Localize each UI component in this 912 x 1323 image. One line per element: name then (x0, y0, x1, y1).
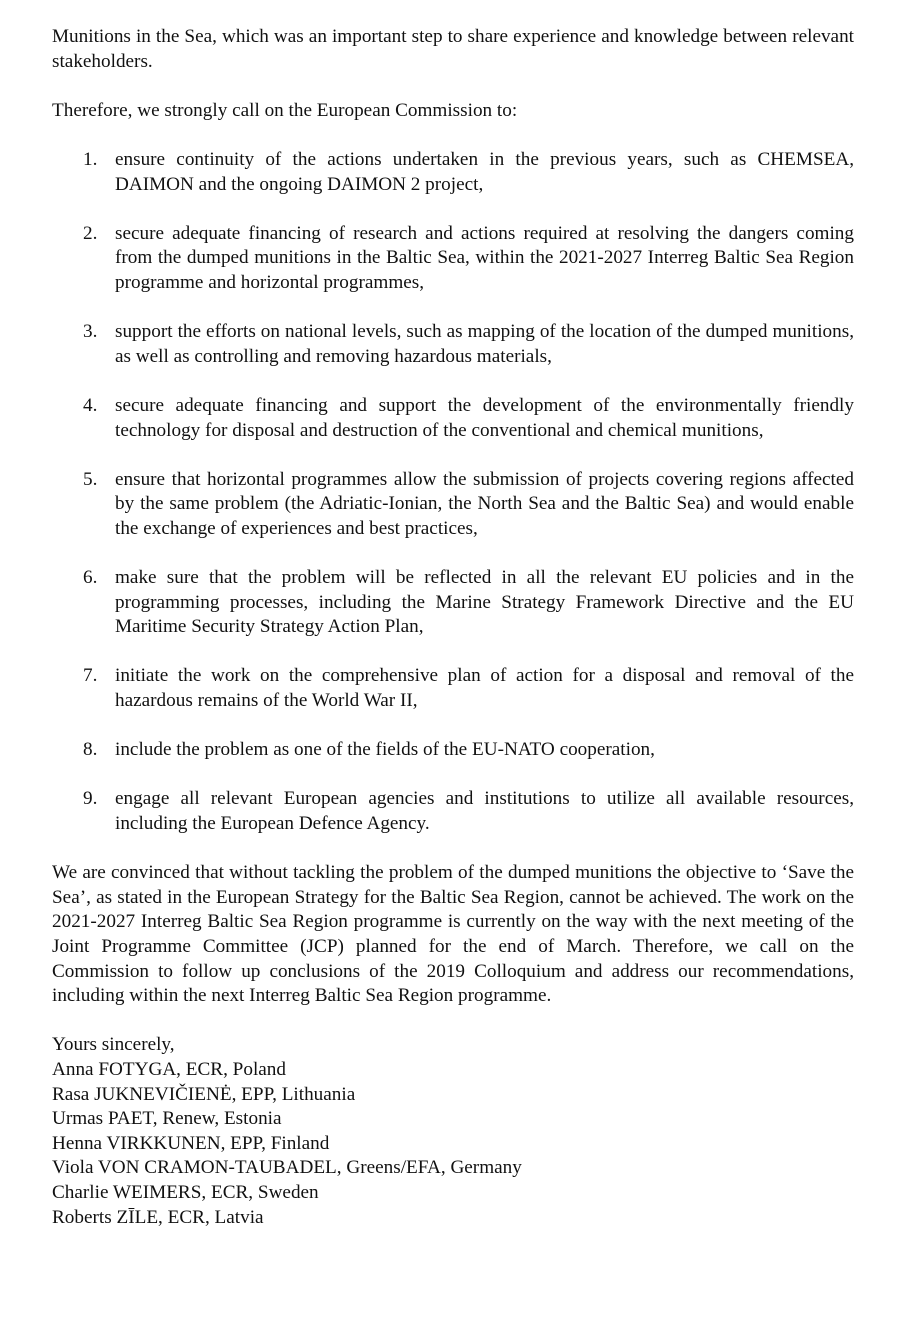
spacer (52, 1009, 854, 1034)
list-item-number: 8. (83, 739, 98, 761)
letter-page (52, 25, 854, 1230)
list-item-text: engage all relevant European agencies and institutions to utilize all available resources, including the European Defence Agency. (115, 788, 854, 834)
list-item-text: support the efforts on national levels, such as mapping of the location of the dumped munitions, as well as controlling and removing hazardous materials, (115, 321, 854, 367)
list-item-number: 3. (83, 321, 98, 343)
list-item (52, 468, 854, 542)
list-item-number: 4. (83, 394, 98, 416)
list-item (52, 394, 854, 443)
signature-block (52, 1033, 854, 1230)
call-paragraph: Therefore, we strongly call on the European Commission to: (52, 99, 518, 121)
list-item-text: include the problem as one of the fields of the EU-NATO cooperation, (115, 739, 655, 761)
signatory: Anna FOTYGA, ECR, Poland (52, 1058, 286, 1080)
list-item-number: 5. (83, 468, 98, 490)
list-item (52, 222, 854, 296)
signatory: Rasa JUKNEVIČIENĖ, EPP, Lithuania (52, 1083, 356, 1105)
list-item-number: 2. (83, 222, 98, 244)
list-item (52, 148, 854, 197)
spacer (52, 123, 854, 148)
list-item-text: secure adequate financing of research and actions required at resolving the dangers coming from the dumped munitions in the Baltic Sea, within the 2021-2027 Interreg Baltic Sea Region programme and horizontal programmes, (115, 222, 854, 293)
signatory: Charlie WEIMERS, ECR, Sweden (52, 1181, 319, 1203)
spacer (52, 74, 854, 99)
list-item-text: ensure continuity of the actions undertaken in the previous years, such as CHEMSEA, DAIMON and the ongoing DAIMON 2 project, (115, 148, 854, 195)
signatory: Urmas PAET, Renew, Estonia (52, 1108, 282, 1130)
list-item-number: 6. (83, 567, 98, 589)
list-item (52, 320, 854, 369)
recommendations-list (52, 148, 854, 837)
list-item-number: 1. (83, 148, 98, 170)
list-item-text: secure adequate financing and support the development of the environmentally friendly technology for disposal and destruction of the conventional and chemical munitions, (115, 394, 854, 441)
list-item-text: ensure that horizontal programmes allow the submission of projects covering regions affected by the same problem (the Adriatic-Ionian, the North Sea and the Baltic Sea) and would enable the exchange of experiences and best practices, (115, 468, 854, 539)
intro-continuation: Munitions in the Sea, which was an important step to share experience and knowledge between relevant stakeholders. (52, 26, 854, 72)
list-item (52, 664, 854, 713)
signatory: Roberts ZĪLE, ECR, Latvia (52, 1206, 264, 1228)
list-item-text: initiate the work on the comprehensive plan of action for a disposal and removal of the hazardous remains of the World War II, (115, 665, 854, 712)
list-item-number: 7. (83, 665, 98, 687)
signatory: Henna VIRKKUNEN, EPP, Finland (52, 1132, 330, 1154)
list-item (52, 787, 854, 836)
list-item (52, 738, 854, 763)
list-item-text: make sure that the problem will be reflected in all the relevant EU policies and in the programming processes, including the Marine Strategy Framework Directive and the EU Maritime Security Strategy Action Plan, (115, 567, 854, 638)
conclusion-paragraph: We are convinced that without tackling the problem of the dumped munitions the objective to ‘Save the Sea’, as stated in the European Strategy for the Baltic Sea Region, cannot be achieved. The work on the 2021-2027 Interreg Baltic Sea Region programme is currently on the way with the next meeting of the Joint Programme Committee (JCP) planned for the end of March. Therefore, we call on the Commission to follow up conclusions of the 2019 Colloquium and address our recommendations, including within the next Interreg Baltic Sea Region programme. (52, 862, 854, 1007)
signatory: Viola VON CRAMON-TAUBADEL, Greens/EFA, Germany (52, 1157, 522, 1179)
closing-salutation: Yours sincerely, (52, 1034, 175, 1056)
list-item-number: 9. (83, 788, 98, 810)
list-item (52, 566, 854, 640)
